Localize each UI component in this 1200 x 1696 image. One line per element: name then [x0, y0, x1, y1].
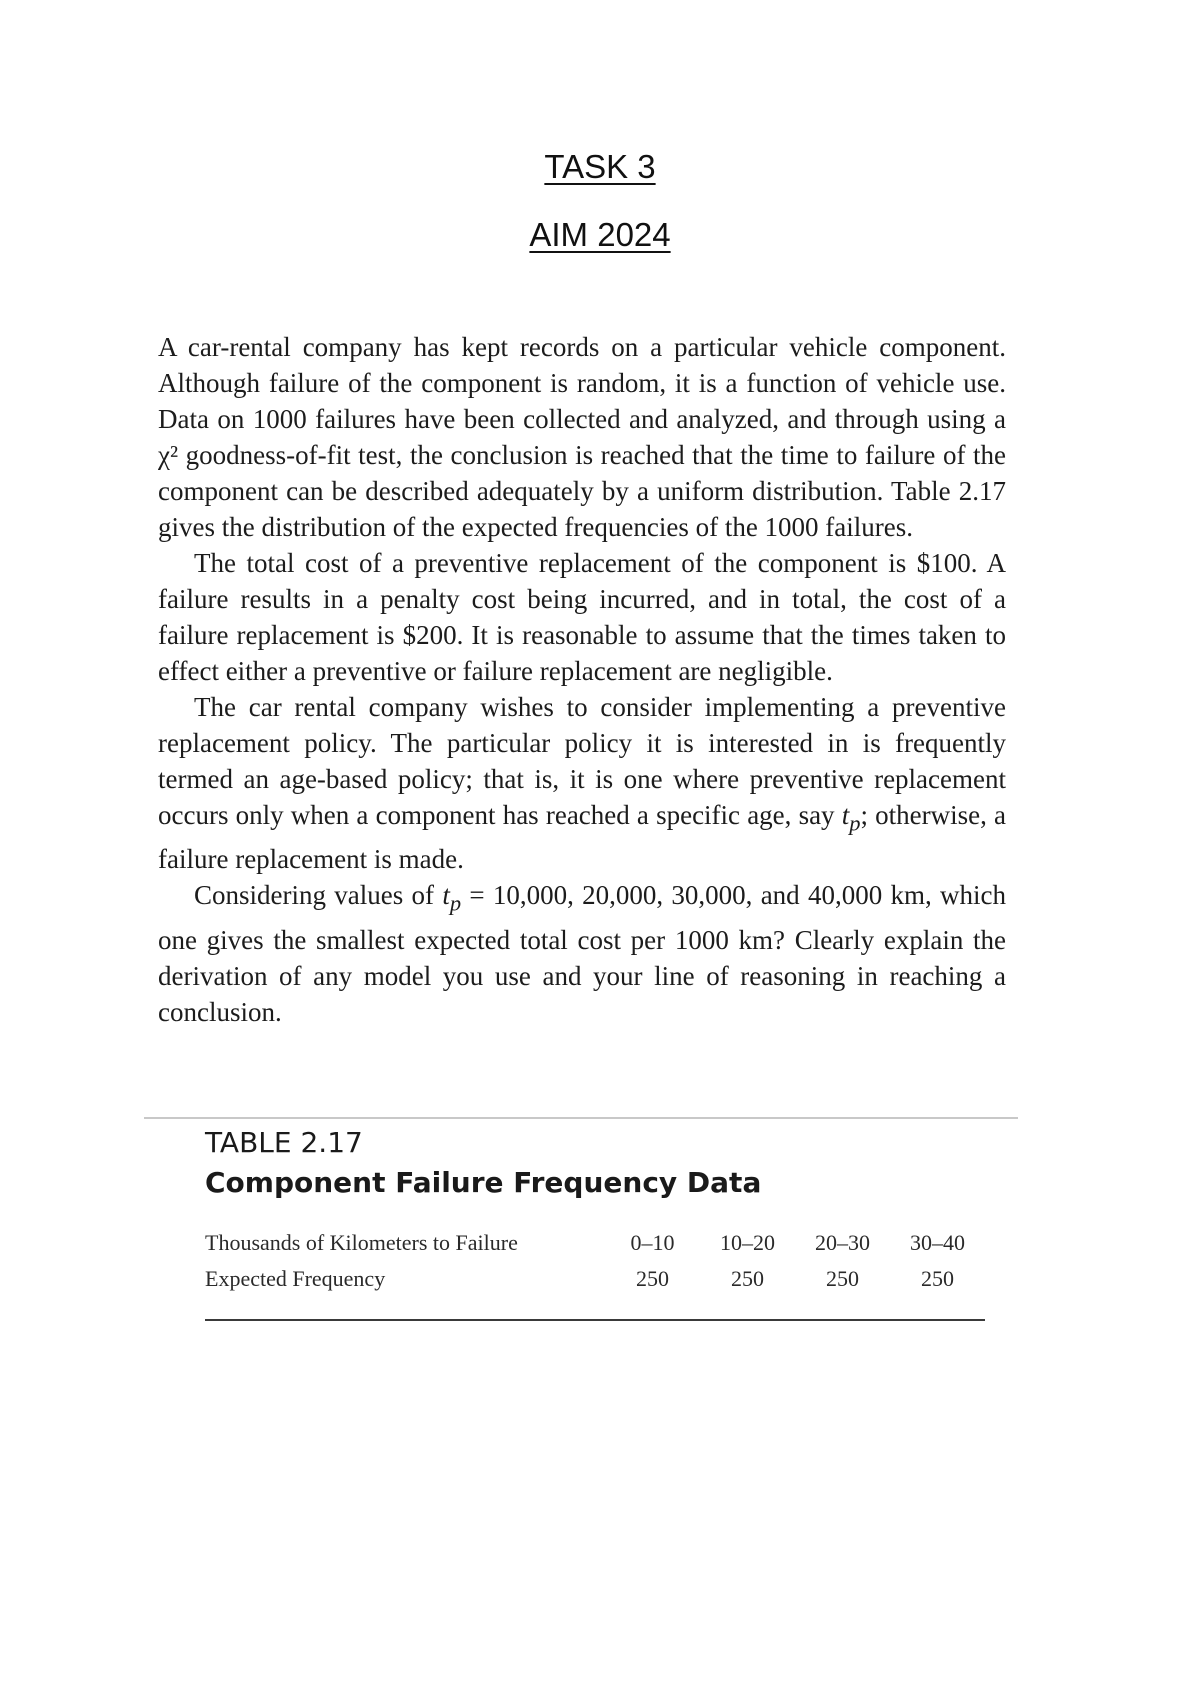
variable-subscript-p: p: [449, 890, 462, 916]
failure-frequency-table: [205, 1225, 985, 1297]
variable-t: t: [442, 880, 450, 911]
problem-paragraph-1: A car-rental company has kept records on a particular vehicle component. Although failure of the component is random, it is a function of vehicle use. Data on 1000 failures have been collected and analyzed, and through using a χ² goodness-of-fit test, the conclusion is reached that the time to failure of the component can be described adequately by a uniform distribution. Table 2.17 gives the distribution of the expected frequencies of the 1000 failures.: [158, 332, 1006, 542]
table-cell: 250: [826, 1266, 859, 1291]
table-cell: 20–30: [815, 1230, 870, 1255]
paragraph-4-text-a: Considering values of: [194, 880, 443, 911]
table-caption: Component Failure Frequency Data: [205, 1166, 762, 1199]
problem-statement: [158, 329, 1006, 1030]
row-label: Thousands of Kilometers to Failure: [205, 1230, 518, 1255]
problem-paragraph-2: The total cost of a preventive replacement of the component is $100. A failure results in a penalty cost being incurred, and in total, the cost of a failure replacement is $200. It is reasonable to assume that the times taken to effect either a preventive or failure replacement are negligible.: [158, 548, 1006, 686]
table-cell: 250: [921, 1266, 954, 1291]
paragraph-3-text-a: The car rental company wishes to consider implementing a preventive replacement policy. The particular policy it is interested in is frequently termed an age-based policy; that is, it is one where preventive replacement occurs only when a component has reached a specific age, say: [158, 692, 1006, 830]
problem-paragraph-3: [158, 689, 1006, 877]
table-bottom-rule: [205, 1319, 985, 1321]
table-cell: 0–10: [630, 1230, 675, 1255]
paragraph-4-text-b: = 10,000, 20,000, 30,000, and 40,000 km, which one gives the smallest expected total cost per 1000 km? Clearly explain the derivation of any model you use and your line of reasoning in reaching a conclusion.: [158, 880, 1007, 1027]
table-top-rule: [144, 1117, 1018, 1119]
table-row: [205, 1261, 985, 1297]
paragraph-3-text-b: ; otherwise, a failure replacement is made.: [158, 800, 1007, 875]
table-cell: 10–20: [720, 1230, 775, 1255]
table-cell: 30–40: [910, 1230, 965, 1255]
table-cell: 250: [731, 1266, 764, 1291]
row-label: Expected Frequency: [205, 1266, 386, 1291]
problem-paragraph-4: [158, 877, 1006, 1029]
table-cell: 250: [636, 1266, 669, 1291]
variable-t: t: [841, 800, 850, 830]
table-number: TABLE 2.17: [205, 1126, 363, 1159]
failure-frequency-table-block: [205, 1123, 985, 1321]
page-title: TASK 3: [544, 148, 656, 185]
variable-subscript-p: p: [849, 810, 861, 836]
page-subtitle: AIM 2024: [529, 216, 671, 253]
table-row: [205, 1225, 985, 1261]
